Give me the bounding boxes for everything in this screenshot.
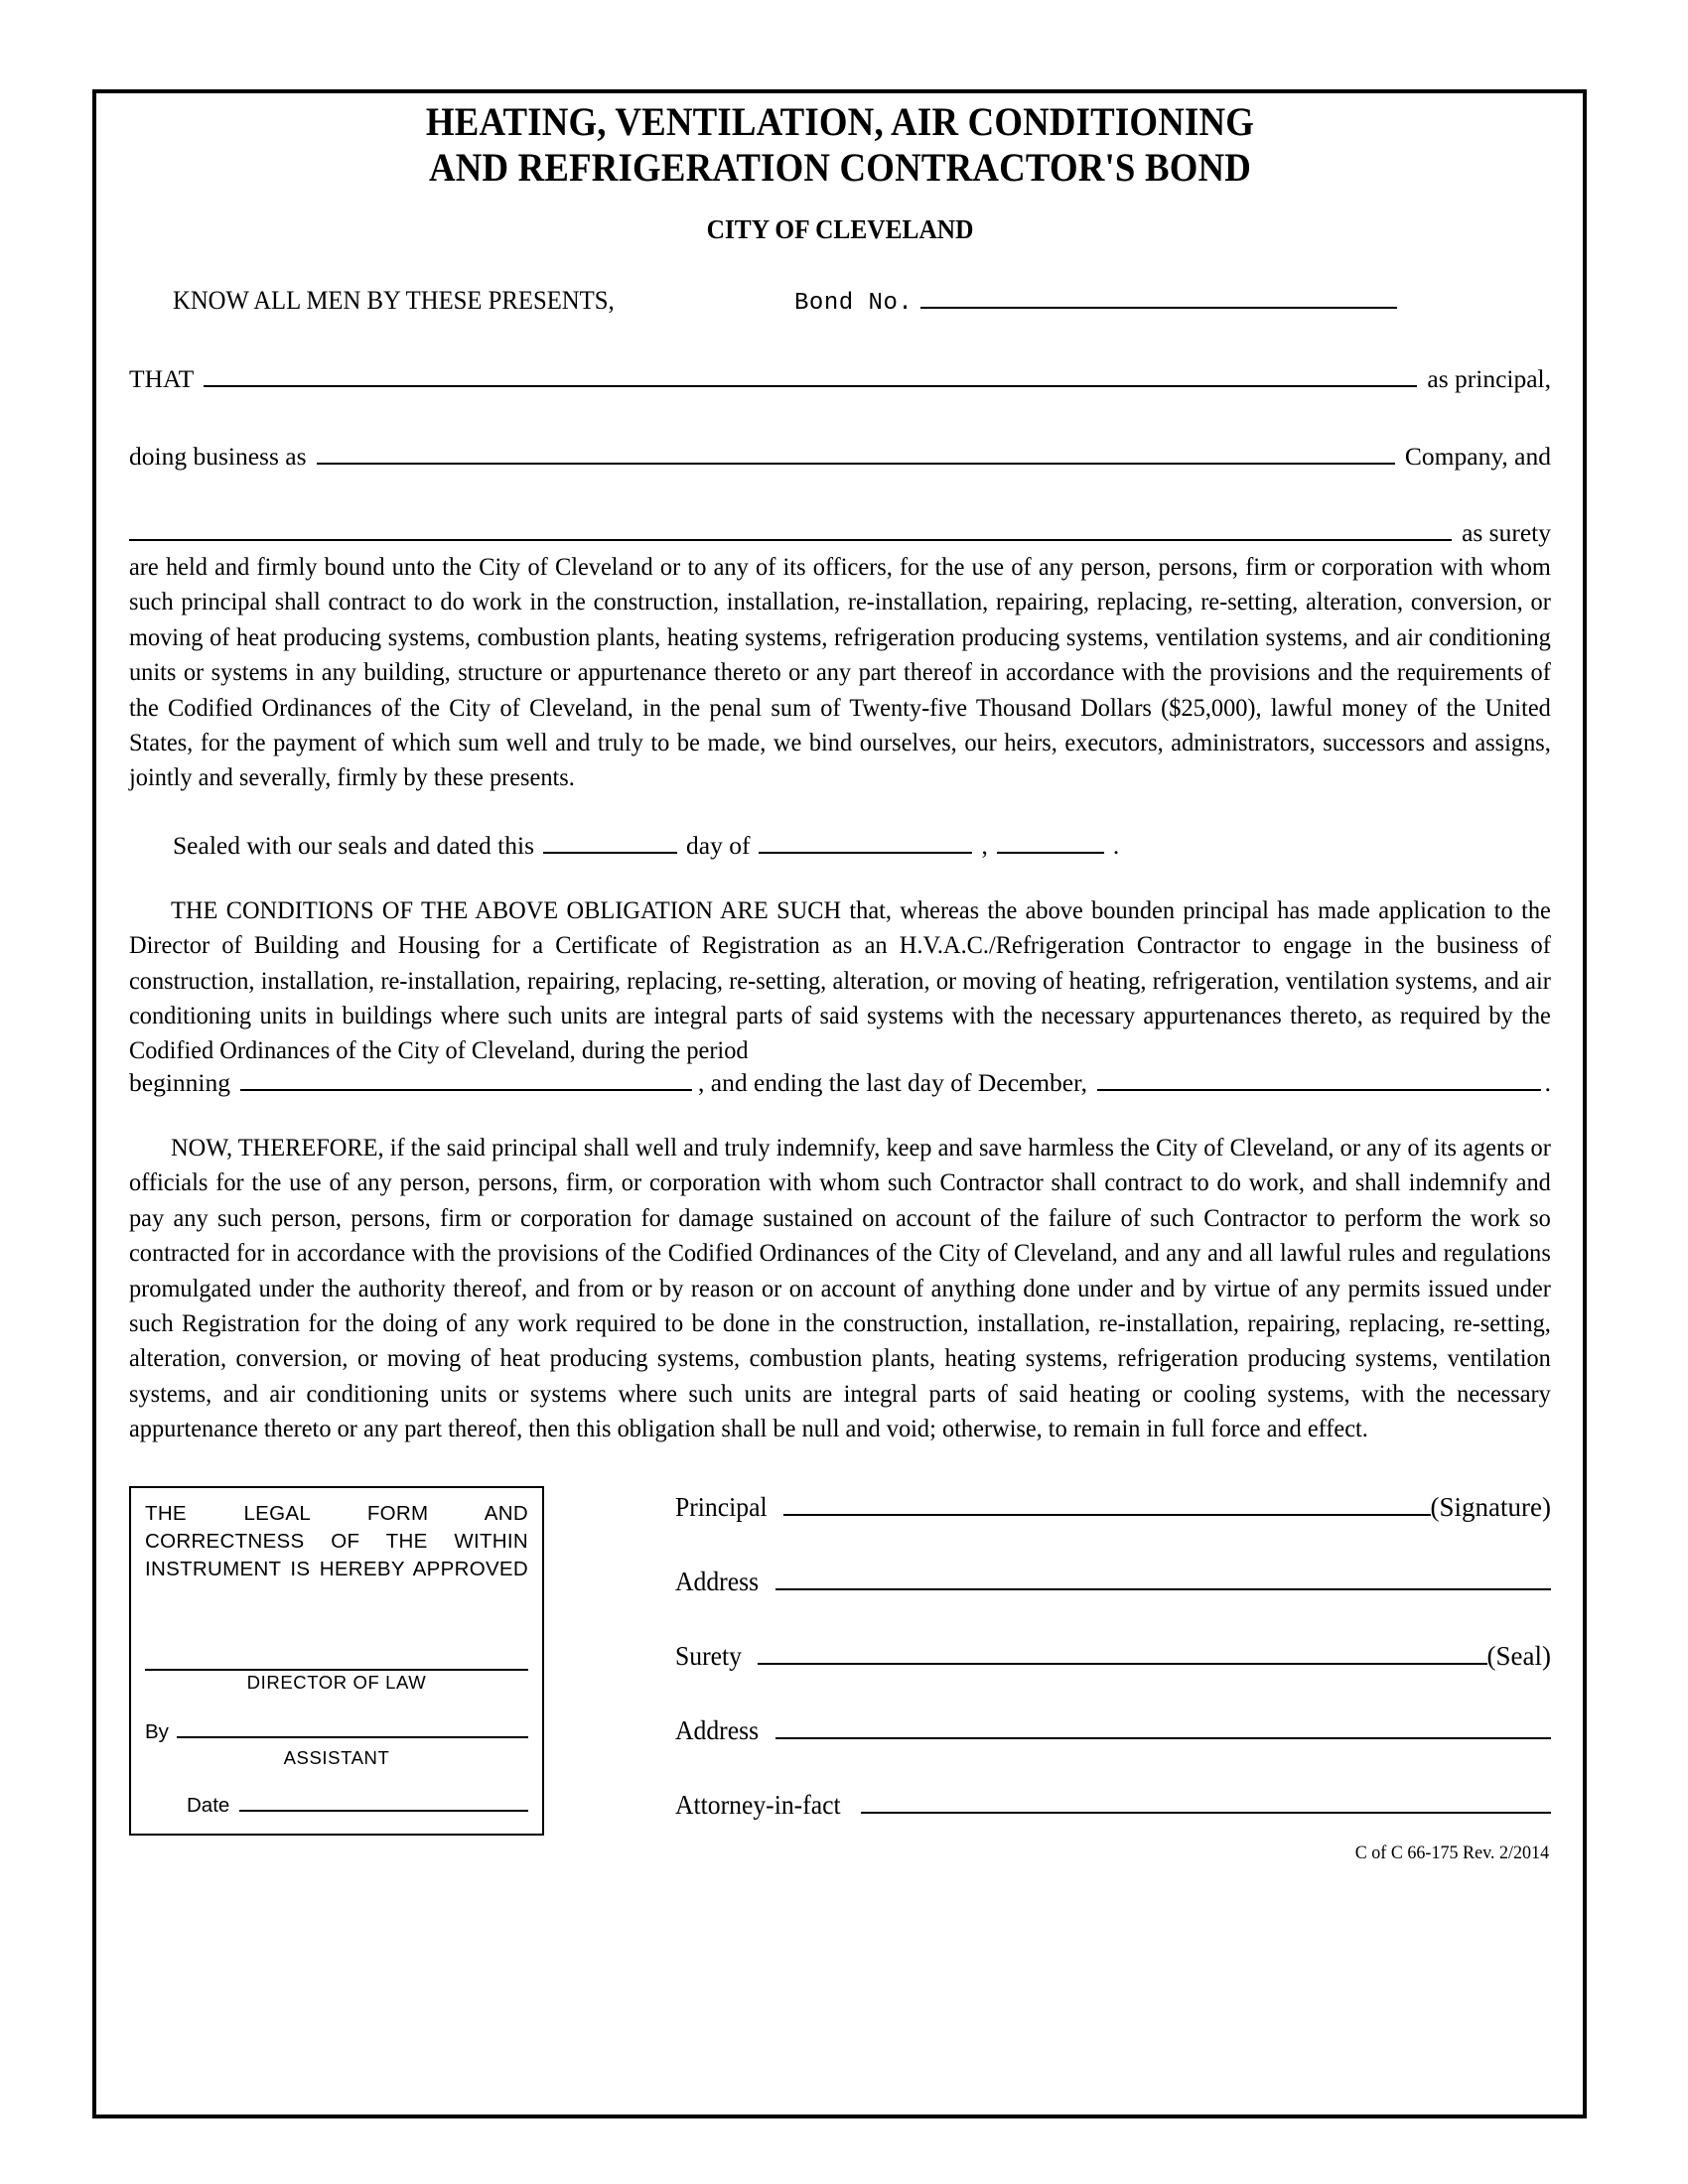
surety-signature-label: Surety (675, 1640, 742, 1671)
paragraph-bound (129, 549, 1551, 795)
principal-signature-label: Principal (675, 1491, 768, 1522)
bond-number-rule[interactable] (920, 307, 1397, 309)
signature-suffix-label: (Signature) (1430, 1491, 1551, 1522)
sealed-year-rule[interactable] (997, 852, 1104, 854)
sealed-comma: , (981, 830, 988, 860)
principal-signature-rule[interactable] (783, 1514, 1430, 1516)
date-row (145, 1792, 528, 1820)
paragraph-conditions (129, 892, 1551, 1068)
ending-period: . (1544, 1067, 1551, 1097)
sealed-prefix-label: Sealed with our seals and dated this (173, 830, 534, 860)
director-of-law-caption: DIRECTOR OF LAW (246, 1671, 427, 1693)
form-number-footer: C of C 66-175 Rev. 2/2014 (1354, 1842, 1550, 1863)
sealed-day-rule[interactable] (543, 852, 677, 854)
page-title (186, 99, 1493, 191)
as-principal-label: as principal, (1427, 364, 1551, 393)
dba-row (129, 442, 1551, 472)
signature-row-principal (675, 1492, 1551, 1523)
principal-address-rule[interactable] (775, 1588, 1552, 1590)
surety-row (129, 518, 1551, 548)
signature-row-surety-address (675, 1715, 1551, 1746)
date-label: Date (187, 1793, 230, 1817)
signature-section (129, 1486, 1551, 1864)
legal-approval-text: THE LEGAL FORM AND CORRECTNESS OF THE WITHIN INSTRUMENT IS HEREBY APPROVED (145, 1501, 528, 1580)
beginning-label: beginning (129, 1067, 230, 1097)
signature-row-principal-address (675, 1567, 1551, 1597)
period-beginning-row (129, 1068, 1551, 1098)
sealed-period: . (1112, 830, 1120, 860)
know-all-men-label: KNOW ALL MEN BY THESE PRESENTS, (173, 286, 615, 315)
title-line-1: HEATING, VENTILATION, AIR CONDITIONING (425, 99, 1255, 144)
legal-box-spacer (145, 1611, 528, 1667)
bond-number-label: Bond No. (794, 290, 914, 317)
paragraph-now-therefore-text: NOW, THEREFORE, if the said principal shall well and truly indemnify, keep and save harmless the City of Cleveland, or any of its agents or officials for the use of any person, persons, firm, or corporation with whom such Contractor shall contract to do work, and shall indemnify and pay any such person, persons, firm or corporation for damage sustained on account of the failure of such Contractor to perform the work so contracted for in accordance with the provisions of the Codified Ordinances of the City of Cleveland, and any and all lawful rules and regulations promulgated under the authority thereof, and from or by reason or on account of anything done under and by virtue of any permits issued under such Registration for the doing of any work required to be done in the construction, installation, re-installation, repairing, replacing, re-setting, alteration, conversion, or moving of heat producing systems, combustion plants, heating systems, refrigeration producing systems, ventilation systems, and air conditioning units or systems where such units are integral parts of said heating or cooling systems, with the necessary appurtenance thereto or any part thereof, then this obligation shall be null and void; otherwise, to remain in full force and effect. (129, 1132, 1551, 1443)
principal-address-label: Address (675, 1566, 760, 1596)
that-label: THAT (129, 364, 195, 393)
legal-approval-box (129, 1486, 544, 1836)
surety-signature-rule[interactable] (758, 1663, 1487, 1665)
company-and-label: Company, and (1404, 442, 1551, 471)
sealed-month-rule[interactable] (759, 852, 972, 854)
signature-row-attorney-in-fact (675, 1790, 1551, 1821)
paragraph-conditions-text: THE CONDITIONS OF THE ABOVE OBLIGATION ARE SUCH that, whereas the above bounden principal has made application to the Director of Building and Housing for a Certificate of Registration as an H.V.A.C./Refrigeration Contractor to engage in the business of construction, installation, re-installation, repairing, replacing, re-setting, alteration, or moving of heating, refrigeration, ventilation systems, and air conditioning units in buildings where such units are integral parts of said systems with the necessary appurtenances thereto, as required by the Codified Ordinances of the City of Cleveland, during the period (129, 894, 1551, 1065)
beginning-date-rule[interactable] (240, 1089, 692, 1091)
attorney-in-fact-label: Attorney-in-fact (675, 1789, 841, 1820)
attorney-in-fact-rule[interactable] (861, 1812, 1551, 1814)
seal-suffix-label: (Seal) (1486, 1640, 1551, 1671)
bond-number-field[interactable] (794, 290, 1551, 317)
sealed-and-dated-row (173, 831, 1551, 861)
know-all-men-row (129, 286, 1551, 317)
paragraph-bound-text: are held and firmly bound unto the City of Cleveland or to any of its officers, for the use of any person, persons, firm or corporation with whom such principal shall contract to do work in the construction, installation, re-installation, repairing, replacing, re-setting, alteration, conversion, or moving of heat producing systems, combustion plants, heating systems, refrigeration producing systems, ventilation systems, and air conditioning units or systems in any building, structure or appurtenance thereto or any part thereof in accordance with the provisions and the requirements of the Codified Ordinances of the City of Cleveland, in the penal sum of Twenty-five Thousand Dollars ($25,000), lawful money of the United States, for the payment of which sum well and truly to be made, we bind ourselves, our heirs, executors, administrators, successors and assigns, jointly and severally, firmly by these presents. (129, 552, 1551, 792)
as-surety-label: as surety (1462, 518, 1551, 547)
dba-name-rule[interactable] (317, 463, 1395, 465)
surety-name-rule[interactable] (129, 539, 1452, 541)
principal-name-rule[interactable] (204, 385, 1417, 387)
signature-row-surety (675, 1641, 1551, 1672)
document-content (129, 99, 1551, 1864)
date-rule[interactable] (239, 1810, 528, 1812)
surety-address-rule[interactable] (775, 1737, 1552, 1739)
dba-label: doing business as (129, 442, 307, 471)
by-label: By (145, 1719, 169, 1743)
by-signature-rule[interactable] (177, 1736, 528, 1738)
title-line-2: AND REFRIGERATION CONTRACTOR'S BOND (428, 145, 1252, 190)
signature-fields (675, 1486, 1551, 1864)
surety-address-label: Address (675, 1714, 760, 1745)
ending-text-label: , and ending the last day of December, (698, 1067, 1087, 1097)
assistant-caption: ASSISTANT (283, 1746, 390, 1768)
ending-year-rule[interactable] (1097, 1089, 1541, 1091)
document-subtitle: CITY OF CLEVELAND (706, 214, 974, 244)
by-assistant-row (145, 1718, 528, 1746)
principal-row (129, 364, 1551, 394)
paragraph-now-therefore (129, 1130, 1551, 1446)
sealed-day-of-label: day of (686, 830, 751, 860)
